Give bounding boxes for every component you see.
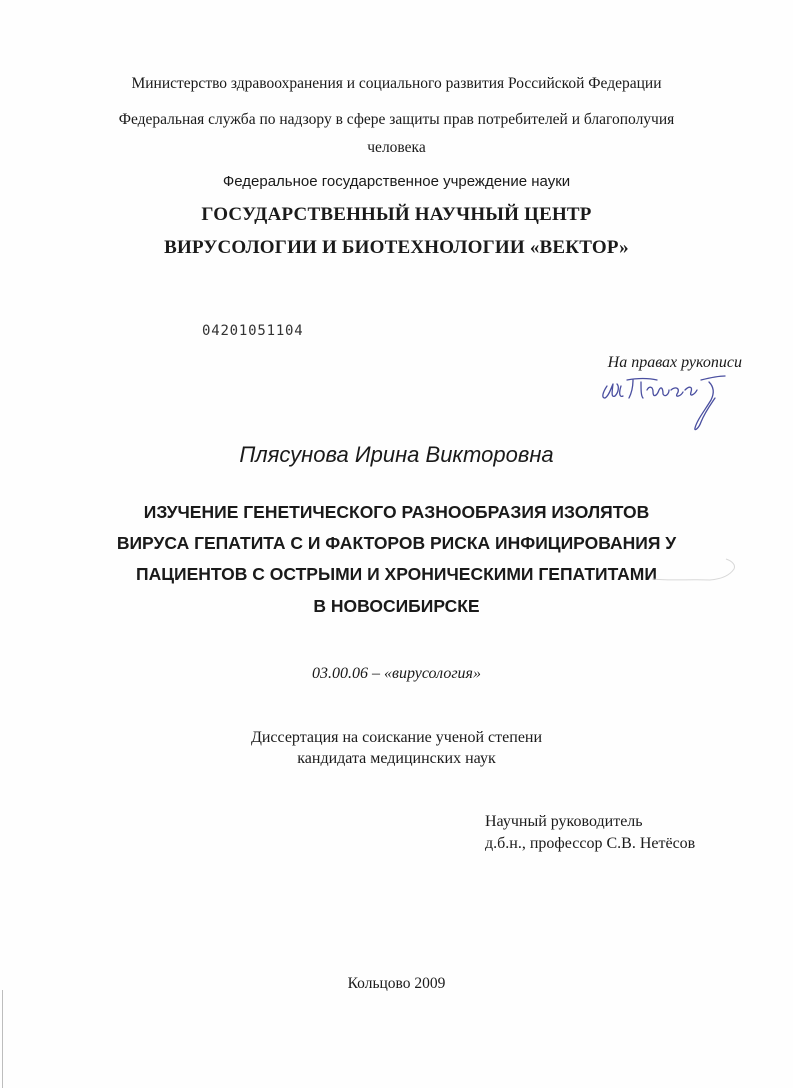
manuscript-rights-note: На правах рукописи (607, 354, 742, 371)
supervisor-name: д.б.н., профессор С.В. Нетёсов (485, 835, 696, 852)
research-center-line-2: ВИРУСОЛОГИИ И БИОТЕХНОЛОГИИ «ВЕКТОР» (164, 237, 629, 258)
signature-icon (597, 372, 732, 432)
federal-service-line-1: Федеральная служба по надзору в сфере защиты прав потребителей и благополучия (118, 111, 675, 128)
federal-service-line-2: человека (367, 139, 426, 156)
degree-line-2: кандидата медицинских наук (297, 750, 496, 767)
dissertation-title-line-2: ВИРУСА ГЕПАТИТА С И ФАКТОРОВ РИСКА ИНФИЦИРОВАНИЯ У (116, 533, 677, 553)
page-edge-line (2, 990, 3, 1088)
research-center-line-1: ГОСУДАРСТВЕННЫЙ НАУЧНЫЙ ЦЕНТР (201, 204, 592, 225)
dissertation-title-line-4: В НОВОСИБИРСКЕ (313, 596, 480, 616)
degree-line-1: Диссертация на соискание ученой степени (250, 729, 543, 746)
author-name: Плясунова Ирина Викторовна (239, 442, 554, 467)
dissertation-title-line-1: ИЗУЧЕНИЕ ГЕНЕТИЧЕСКОГО РАЗНООБРАЗИЯ ИЗОЛЯТОВ (143, 502, 650, 522)
specialty-code: 03.00.06 – «вирусология» (312, 665, 481, 682)
scan-smudge-mark (650, 555, 740, 583)
ministry-name: Министерство здравоохранения и социального развития Российской Федерации (131, 75, 662, 92)
institution-type: Федеральное государственное учреждение науки (222, 173, 571, 190)
place-and-year: Кольцово 2009 (347, 975, 446, 992)
dissertation-title-line-3: ПАЦИЕНТОВ С ОСТРЫМИ И ХРОНИЧЕСКИМИ ГЕПАТИТАМИ (136, 564, 657, 584)
registration-code: 04201051104 (202, 323, 304, 339)
supervisor-block (485, 811, 695, 855)
supervisor-label: Научный руководитель (485, 813, 643, 830)
